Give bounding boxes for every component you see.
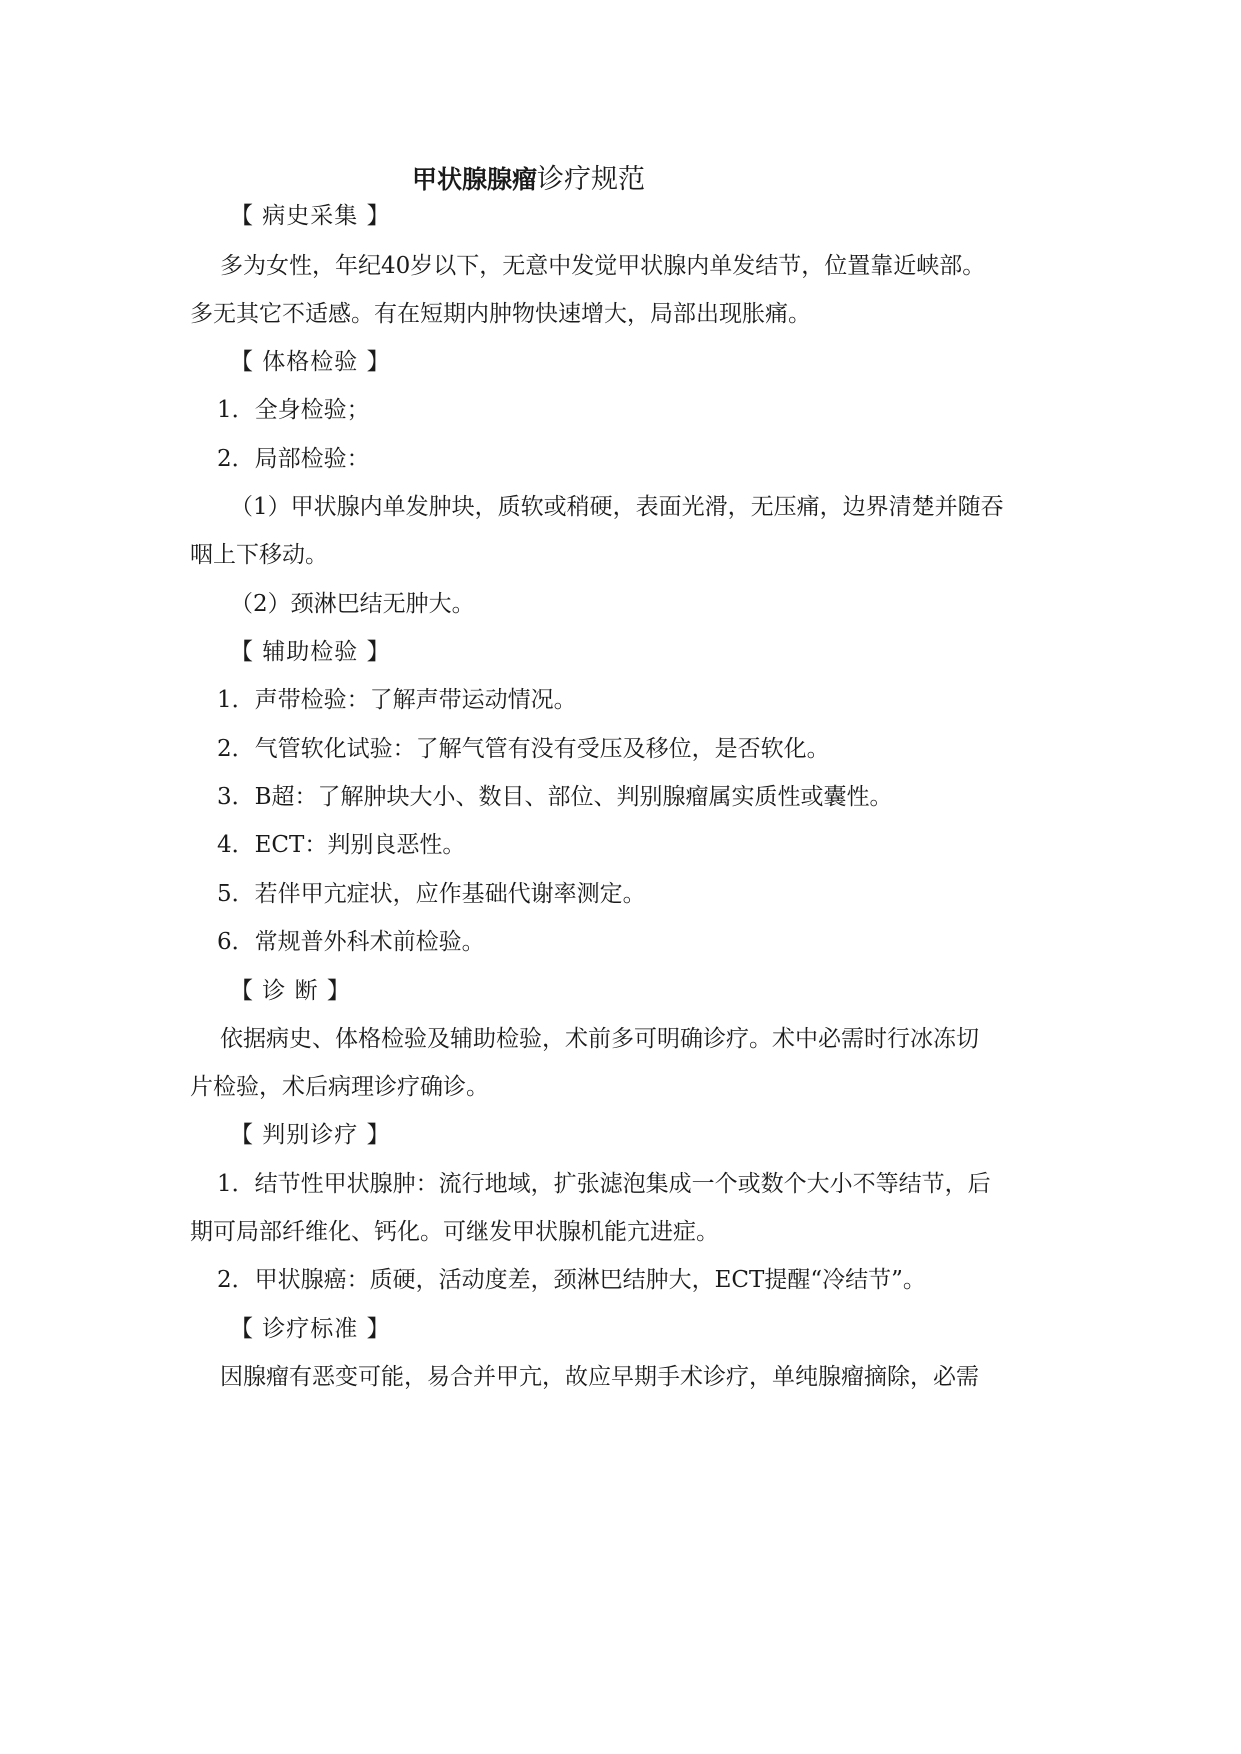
diagnosis-line-1: 依据病史、体格检验及辅助检验，术前多可明确诊疗。术中必需时行冰冻切	[220, 1026, 979, 1052]
document-title	[412, 160, 645, 200]
differential-line-3: 2．甲状腺癌：质硬，活动度差，颈淋巴结肿大，ECT提醒“冷结节”。	[217, 1267, 926, 1293]
title-bold-part: 甲状腺腺瘤	[412, 165, 538, 194]
auxiliary-item-2: 2．气管软化试验：了解气管有没有受压及移位，是否软化。	[217, 736, 830, 762]
auxiliary-item-6: 6．常规普外科术前检验。	[217, 929, 485, 955]
section-heading-auxiliary: 【 辅助检验 】	[230, 639, 391, 665]
physical-subitem-2: （2）颈淋巴结无肿大。	[230, 591, 475, 617]
physical-subitem-1-cont: 咽上下移动。	[190, 542, 328, 568]
auxiliary-item-4: 4．ECT：判别良恶性。	[217, 832, 466, 858]
title-rest-part: 诊疗规范	[537, 164, 646, 195]
section-heading-diagnosis: 【 诊 断 】	[230, 978, 351, 1004]
history-line-2: 多无其它不适感。有在短期内肿物快速增大，局部出现胀痛。	[190, 301, 811, 327]
section-heading-physical: 【 体格检验 】	[230, 349, 391, 375]
standard-line-1: 因腺瘤有恶变可能，易合并甲亢，故应早期手术诊疗，单纯腺瘤摘除，必需	[220, 1364, 979, 1390]
section-heading-standard: 【 诊疗标准 】	[230, 1316, 391, 1342]
differential-line-1: 1．结节性甲状腺肿：流行地域，扩张滤泡集成一个或数个大小不等结节，后	[217, 1171, 991, 1197]
physical-subitem-1: （1）甲状腺内单发肿块，质软或稍硬，表面光滑，无压痛，边界清楚并随吞	[230, 494, 1004, 520]
physical-item-2: 2．局部检验：	[217, 446, 370, 472]
diagnosis-line-2: 片检验，术后病理诊疗确诊。	[190, 1074, 489, 1100]
history-line-1: 多为女性，年纪40岁以下，无意中发觉甲状腺内单发结节，位置靠近峡部。	[220, 253, 986, 279]
section-heading-history: 【 病史采集 】	[230, 203, 391, 229]
auxiliary-item-1: 1．声带检验：了解声带运动情况。	[217, 687, 577, 713]
differential-line-2: 期可局部纤维化、钙化。可继发甲状腺机能亢进症。	[190, 1219, 719, 1245]
section-heading-differential: 【 判别诊疗 】	[230, 1122, 391, 1148]
auxiliary-item-3: 3．B超：了解肿块大小、数目、部位、判别腺瘤属实质性或囊性。	[217, 784, 893, 810]
auxiliary-item-5: 5．若伴甲亢症状，应作基础代谢率测定。	[217, 881, 646, 907]
physical-item-1: 1．全身检验；	[217, 397, 370, 423]
